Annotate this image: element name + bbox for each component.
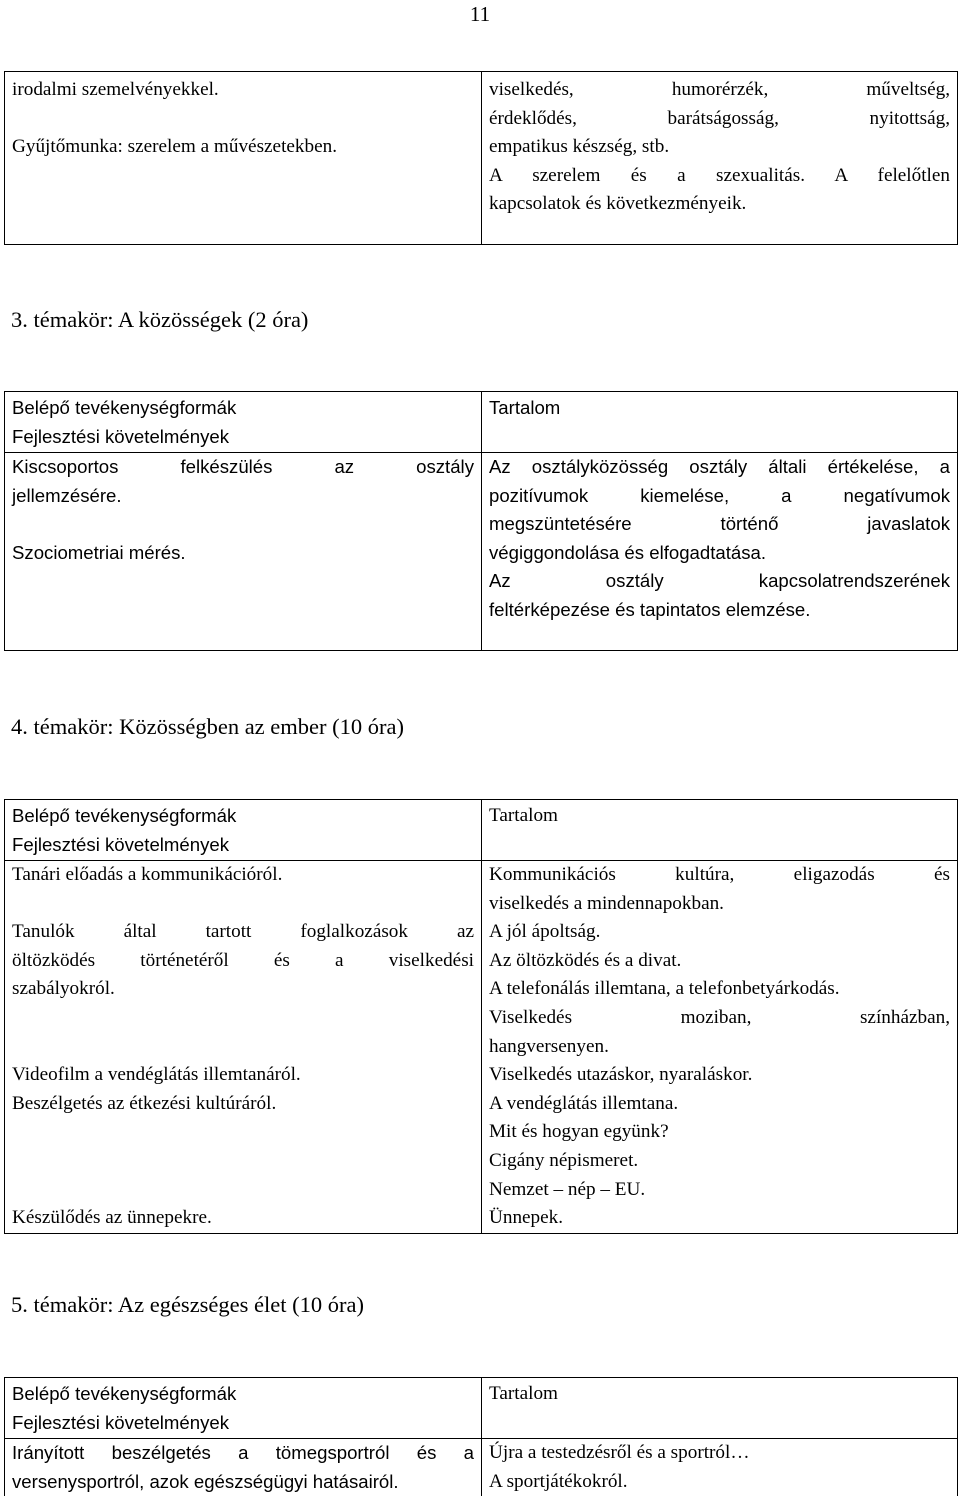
cell-line: Videofilm a vendéglátás illemtanáról.: [12, 1064, 301, 1086]
section-3-table: [4, 391, 958, 651]
continuation-table: [4, 71, 958, 245]
cell-line: végiggondolása és elfogadtatása.: [489, 541, 767, 563]
header-left-line-2: Fejlesztési követelmények: [12, 425, 230, 447]
cell-line: Gyűjtőmunka: szerelem a művészetekben.: [12, 136, 338, 158]
table-header-row: [5, 392, 958, 453]
section-4-table: [4, 799, 958, 1234]
header-right: [482, 1378, 958, 1439]
cell-line: jellemzésére.: [12, 484, 122, 506]
cell-line: Az osztály kapcsolatrendszerének: [489, 570, 950, 592]
cell-line: érdeklődés, barátságosság, nyitottság,: [489, 107, 950, 129]
cell-line: Mit és hogyan együnk?: [489, 1121, 669, 1143]
right-cell: [482, 453, 958, 651]
cell-line: A vendéglátás illemtana.: [489, 1092, 679, 1114]
cell-line: kapcsolatok és következményeik.: [489, 193, 747, 215]
cell-line: A sportjátékokról.: [489, 1470, 628, 1492]
section-5-table: [4, 1377, 958, 1496]
section-3-title: 3. témakör: A közösségek (2 óra): [11, 307, 309, 332]
cell-line: szabályokról.: [12, 978, 115, 1000]
cell-line: hangversenyen.: [489, 1035, 609, 1057]
cell-line: viselkedés, humorérzék, műveltség,: [489, 79, 950, 100]
cell-line: versenysportról, azok egészségügyi hatásairól.: [12, 1470, 399, 1492]
cell-line: Tanári előadás a kommunikációról.: [12, 864, 283, 885]
left-cell: [5, 861, 482, 1234]
left-cell: [5, 72, 482, 245]
header-left-line-1: Belépő tevékenységformák: [12, 805, 237, 826]
cell-line: Kommunikációs kultúra, eligazodás és: [489, 864, 950, 885]
cell-line: viselkedés a mindennapokban.: [489, 892, 724, 914]
cell-line: Tanulók által tartott foglalkozások az: [12, 921, 474, 943]
header-right-label: Tartalom: [489, 397, 561, 418]
cell-line: Nemzet – nép – EU.: [489, 1178, 646, 1200]
cell-line: Az osztályközösség osztály általi értékelése, a: [489, 456, 950, 477]
cell-line: Készülődés az ünnepekre.: [12, 1207, 212, 1229]
header-left: [5, 392, 482, 453]
right-cell: [482, 1439, 958, 1496]
cell-line: feltérképezése és tapintatos elemzése.: [489, 598, 811, 620]
header-left-line-1: Belépő tevékenységformák: [12, 397, 237, 418]
page-number: 11: [469, 2, 491, 26]
right-cell: [482, 861, 958, 1234]
cell-line: Kiscsoportos felkészülés az osztály: [12, 456, 474, 477]
cell-line: A szerelem és a szexualitás. A felelőtlen: [489, 164, 950, 186]
cell-line: A telefonálás illemtana, a telefonbetyárkodás.: [489, 978, 840, 1000]
table-header-row: [5, 1378, 958, 1439]
cell-line: öltözködés történetéről és a viselkedési: [12, 949, 474, 971]
section-4-title: 4. témakör: Közösségben az ember (10 óra): [11, 714, 404, 739]
header-left: [5, 1378, 482, 1439]
cell-line: Beszélgetés az étkezési kultúráról.: [12, 1092, 277, 1114]
cell-line: pozitívumok kiemelése, a negatívumok: [489, 484, 950, 506]
cell-line: Irányított beszélgetés a tömegsportról és a: [12, 1442, 474, 1463]
cell-line: Az öltözködés és a divat.: [489, 949, 682, 971]
header-left: [5, 800, 482, 861]
header-left-line-2: Fejlesztési követelmények: [12, 1411, 230, 1433]
header-right: [482, 800, 958, 861]
cell-line: Ünnepek.: [489, 1207, 564, 1229]
header-left-line-2: Fejlesztési követelmények: [12, 833, 230, 855]
table-row: [5, 1439, 958, 1496]
table-row: [5, 72, 958, 245]
right-cell: [482, 72, 958, 245]
cell-line: Cigány népismeret.: [489, 1149, 639, 1171]
cell-line: A jól ápoltság.: [489, 921, 601, 943]
cell-line: irodalmi szemelvényekkel.: [12, 79, 219, 100]
table-row: [5, 861, 958, 1234]
table-row: [5, 453, 958, 651]
header-left-line-1: Belépő tevékenységformák: [12, 1383, 237, 1404]
cell-line: Szociometriai mérés.: [12, 541, 186, 563]
header-right-label: Tartalom: [489, 1383, 558, 1404]
cell-line: megszüntetésére történő javaslatok: [489, 513, 950, 535]
header-right-label: Tartalom: [489, 805, 558, 826]
section-5-title: 5. témakör: Az egészséges élet (10 óra): [11, 1292, 364, 1317]
header-right: [482, 392, 958, 453]
cell-line: Viselkedés moziban, színházban,: [489, 1006, 950, 1028]
left-cell: [5, 1439, 482, 1496]
cell-line: empatikus készség, stb.: [489, 136, 670, 158]
left-cell: [5, 453, 482, 651]
cell-line: Újra a testedzésről és a sportról…: [489, 1442, 750, 1463]
table-header-row: [5, 800, 958, 861]
cell-line: Viselkedés utazáskor, nyaraláskor.: [489, 1064, 753, 1086]
